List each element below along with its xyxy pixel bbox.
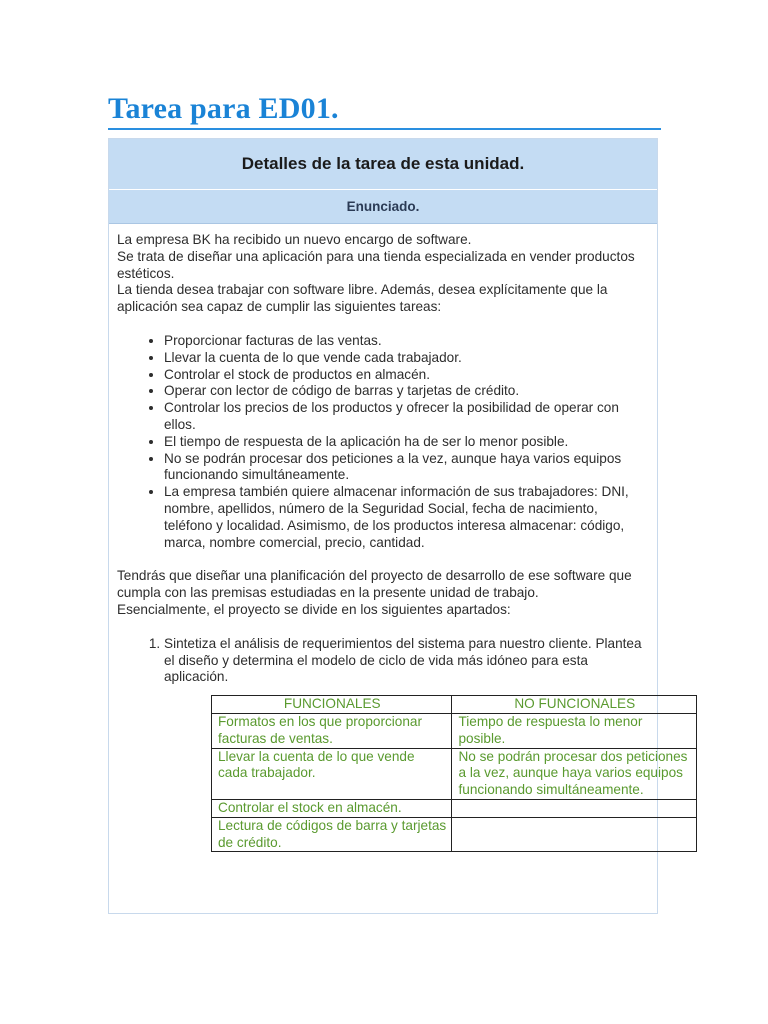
table-row: [212, 817, 697, 852]
table-cell: No se podrán procesar dos peticiones a la vez, aunque haya varios equipos funcionando simultáneamente.: [452, 748, 697, 799]
spacer: [117, 551, 649, 568]
table-row: [212, 713, 697, 748]
header-funcionales: FUNCIONALES: [212, 696, 452, 714]
page-title: Tarea para ED01.: [108, 92, 339, 125]
task-item: • El tiempo de respuesta de la aplicación ha de ser lo menor posible.: [164, 434, 649, 451]
table-row: [212, 799, 697, 817]
task-item: • Controlar el stock de productos en almacén.: [164, 367, 649, 384]
table-cell: Controlar el stock en almacén.: [212, 799, 452, 817]
intro-line: Se trata de diseñar una aplicación para una tienda especializada en vender productos estéticos.: [117, 248, 635, 281]
table-cell: Lectura de códigos de barra y tarjetas de crédito.: [212, 817, 452, 852]
table-cell: [452, 799, 697, 817]
section-list: [117, 635, 688, 853]
task-list: [117, 333, 649, 551]
task-item: • Operar con lector de código de barras y tarjetas de crédito.: [164, 383, 649, 400]
table-cell: Formatos en los que proporcionar facturas de ventas.: [212, 713, 452, 748]
section-item: [164, 635, 688, 853]
title-divider: [108, 128, 661, 130]
plan-line: Tendrás que diseñar una planificación del proyecto de desarrollo de ese software que cumpla con las premisas estudiadas en la presente unidad de trabajo.: [117, 568, 632, 601]
task-item: • Llevar la cuenta de lo que vende cada trabajador.: [164, 350, 649, 367]
table-cell: [452, 817, 697, 852]
spacer: [117, 316, 649, 333]
table-cell: Llevar la cuenta de lo que vende cada trabajador.: [212, 748, 452, 799]
header-no-funcionales: NO FUNCIONALES: [452, 696, 697, 714]
intro-line: La empresa BK ha recibido un nuevo encargo de software.: [117, 232, 472, 247]
task-item: • Controlar los precios de los productos y ofrecer la posibilidad de operar con ellos.: [164, 400, 649, 434]
table-cell: Tiempo de respuesta lo menor posible.: [452, 713, 697, 748]
box-subheader: Enunciado.: [109, 190, 657, 224]
requirements-table: [211, 695, 697, 852]
task-item: • Proporcionar facturas de las ventas.: [164, 333, 649, 350]
task-details-box: [108, 138, 688, 914]
statement-content: [109, 224, 688, 852]
spacer: [117, 619, 649, 636]
table-row: [212, 748, 697, 799]
task-item: • No se podrán procesar dos peticiones a la vez, aunque haya varios equipos funcionando simultáneamente.: [164, 451, 649, 485]
table-header-row: [212, 696, 697, 714]
intro-line: La tienda desea trabajar con software libre. Además, desea explícitamente que la aplicación sea capaz de cumplir las siguientes tareas:: [117, 282, 608, 315]
box-header: Detalles de la tarea de esta unidad.: [109, 139, 657, 190]
plan-line: Esencialmente, el proyecto se divide en los siguientes apartados:: [117, 601, 511, 617]
task-item: • La empresa también quiere almacenar información de sus trabajadores: DNI, nombre, apellidos, número de la Seguridad Social, fecha de nacimiento, teléfono y localidad. Asimismo, de los productos interesa almacenar: código, marca, nombre comercial, precio, cantidad.: [164, 484, 649, 551]
section-item-text: Sintetiza el análisis de requerimientos del sistema para nuestro cliente. Plantea el diseño y determina el modelo de ciclo de vida más idóneo para esta aplicación.: [164, 635, 642, 685]
